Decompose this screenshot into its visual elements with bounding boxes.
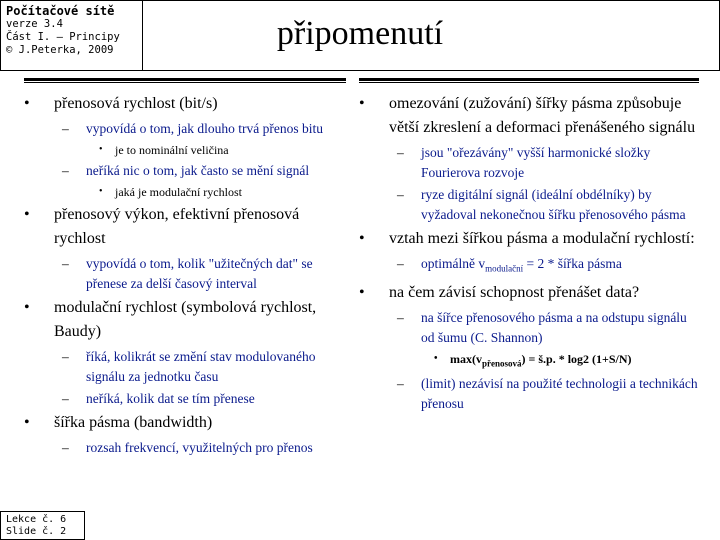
dash-icon: –	[62, 163, 69, 178]
dash-icon: –	[397, 309, 404, 325]
bullet-dot-icon: •	[359, 283, 365, 301]
sub-item	[359, 185, 699, 225]
dash-icon: –	[397, 145, 404, 160]
left-divider	[24, 78, 346, 81]
bullet-text: šířka pásma (bandwidth)	[54, 414, 213, 431]
course-title: Počítačové sítě	[6, 4, 115, 18]
bullet-text: modulační rychlost (symbolová rychlost, Baudy)	[54, 299, 317, 340]
sub-text: říká, kolikrát se změní stav modulovaného signálu za jednotku času	[86, 349, 316, 384]
sub-text: na šířce přenosového pásma a na odstupu signálu od šumu (C. Shannon)	[421, 309, 687, 345]
bullet-item	[359, 227, 699, 251]
sub-item	[24, 347, 346, 387]
bullet-dot-icon: •	[24, 206, 30, 223]
sub-text: rozsah frekvencí, využitelných pro přenos	[86, 440, 313, 455]
bullet-dot-icon: •	[359, 230, 365, 247]
bullet-item	[359, 281, 699, 305]
bullet-item	[24, 92, 346, 116]
sub-item	[24, 438, 346, 458]
formula-post: = 2 * šířka pásma	[523, 256, 622, 271]
sub-item	[24, 254, 346, 294]
dash-icon: –	[62, 391, 69, 406]
bullet-dot-icon: •	[24, 299, 30, 316]
sub-text: neříká nic o tom, jak často se mění signál	[86, 163, 310, 178]
formula-post: ) = š.p. * log2 (1+S/N)	[521, 351, 632, 366]
bullet-item	[24, 296, 346, 344]
sub-text: neříká, kolik dat se tím přenese	[86, 391, 255, 406]
bullet-text: přenosový výkon, efektivní přenosová rychlost	[54, 206, 300, 247]
bullet-dot-icon: •	[434, 352, 438, 364]
left-divider-thin	[24, 82, 346, 83]
formula-sub: přenosová	[482, 358, 522, 369]
bullet-dot-icon: •	[99, 186, 103, 197]
sub-text: vypovídá o tom, kolik "užitečných dat" se přenese za delší časový interval	[86, 256, 313, 291]
sub-text: (limit) nezávisí na použité technologii a technikách přenosu	[421, 376, 698, 412]
dash-icon: –	[397, 187, 404, 202]
sub-text: ryze digitální signál (ideální obdélníky) by vyžadoval nekonečnou šířku přenosového pásma	[421, 187, 686, 222]
slide-title: připomenutí	[276, 15, 444, 52]
dash-icon: –	[397, 256, 404, 271]
bullet-text: omezování (zužování) šířky pásma způsobuje větší zkreslení a deformaci přenášeného signálu	[389, 95, 696, 136]
bullet-dot-icon: •	[359, 95, 365, 112]
subsub-text: je to nominální veličina	[115, 143, 229, 157]
subsub-text: jaká je modulační rychlost	[115, 185, 242, 199]
bullet-item	[24, 203, 346, 251]
bullet-item	[24, 411, 346, 435]
dash-icon: –	[62, 440, 69, 455]
slide-info-box	[0, 511, 85, 540]
course-part: Část I. – Principy	[6, 31, 120, 43]
formula-sub: modulační	[485, 263, 524, 274]
lecture-number: Lekce č. 6	[6, 514, 67, 525]
bullet-dot-icon: •	[24, 95, 30, 112]
sub-text: jsou "ořezávány" vyšší harmonické složky Fourierova rozvoje	[421, 145, 651, 180]
right-divider-thin	[359, 82, 699, 83]
course-info-box	[0, 0, 143, 71]
bullet-dot-icon: •	[24, 414, 30, 431]
bullet-text: přenosová rychlost (bit/s)	[54, 95, 218, 112]
bullet-item	[359, 92, 699, 140]
sub-item	[359, 254, 699, 279]
left-column	[24, 92, 346, 460]
right-divider	[359, 78, 699, 81]
subsub-item	[359, 350, 699, 372]
right-column	[359, 92, 699, 416]
sub-item	[359, 374, 699, 414]
subsub-item	[24, 141, 346, 159]
course-copyright: © J.Peterka, 2009	[6, 44, 114, 56]
bullet-dot-icon: •	[99, 144, 103, 155]
formula-pre: max(v	[450, 351, 482, 366]
sub-item	[359, 308, 699, 348]
sub-item	[359, 143, 699, 183]
dash-icon: –	[62, 256, 69, 271]
sub-item	[24, 389, 346, 409]
bullet-text: vztah mezi šířkou pásma a modulační rychlostí:	[389, 230, 695, 247]
dash-icon: –	[397, 376, 404, 392]
sub-item	[24, 161, 346, 181]
dash-icon: –	[62, 349, 69, 364]
sub-text: vypovídá o tom, jak dlouho trvá přenos bitu	[86, 121, 323, 136]
dash-icon: –	[62, 121, 69, 136]
slide-number: Slide č. 2	[6, 526, 67, 537]
course-version: verze 3.4	[6, 18, 63, 30]
sub-item	[24, 119, 346, 139]
subsub-item	[24, 183, 346, 201]
formula-pre: optimálně v	[421, 256, 486, 271]
bullet-text: na čem závisí schopnost přenášet data?	[389, 283, 640, 301]
